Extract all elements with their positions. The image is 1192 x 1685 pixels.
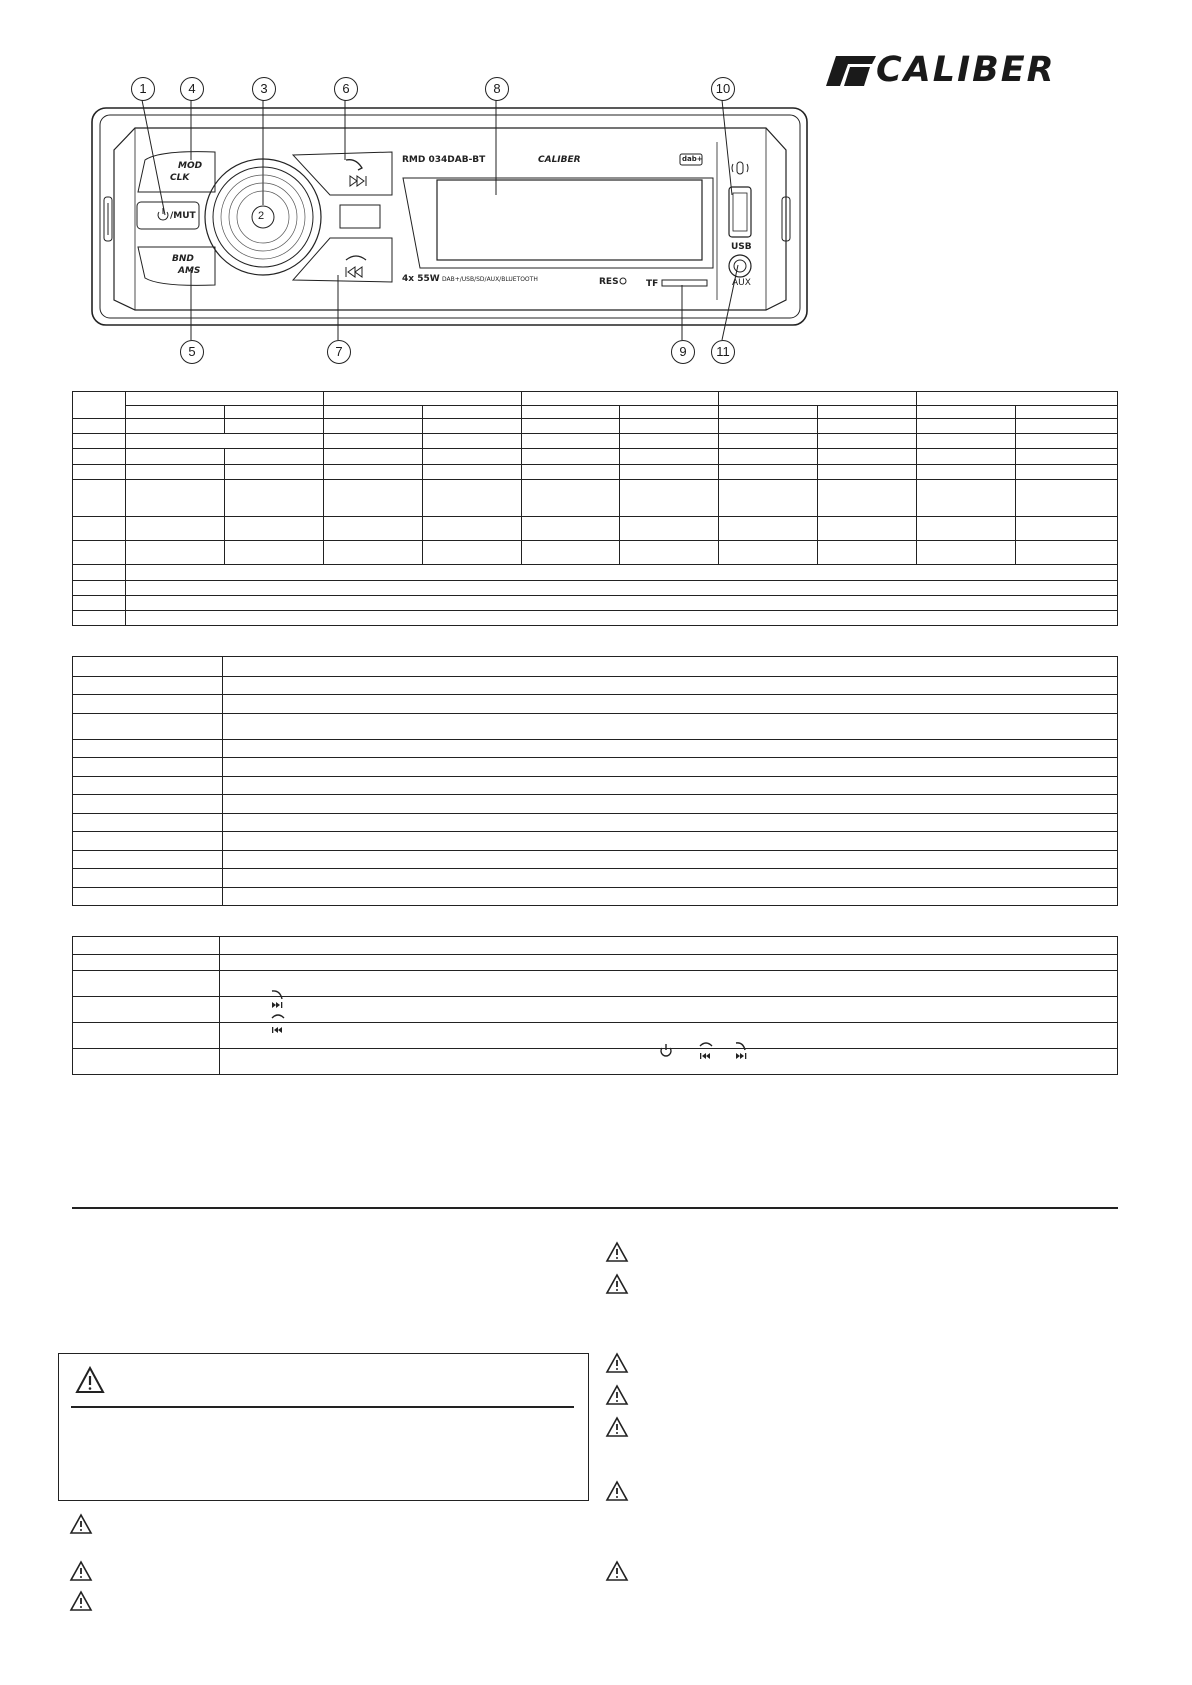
knob-number: 2 bbox=[258, 210, 265, 222]
btn-ams-label: AMS bbox=[178, 266, 201, 276]
warning-icon bbox=[71, 1562, 91, 1580]
tf-label: TF bbox=[646, 279, 659, 289]
warning-icon bbox=[607, 1354, 627, 1372]
call-end-icon bbox=[272, 1015, 284, 1018]
dab-badge: dab+ bbox=[682, 155, 703, 163]
warning-icon bbox=[607, 1243, 627, 1261]
callout-3: 3 bbox=[252, 77, 276, 101]
callout-10: 10 bbox=[711, 77, 735, 101]
sources-label: DAB+/USB/SD/AUX/BLUETOOTH bbox=[442, 276, 538, 283]
btn-clk-label: CLK bbox=[170, 173, 190, 183]
warning-icon bbox=[607, 1482, 627, 1500]
call-end-icon bbox=[700, 1043, 712, 1046]
btn-bnd-label: BND bbox=[172, 254, 194, 264]
warning-icon bbox=[71, 1515, 91, 1533]
callout-7: 7 bbox=[327, 340, 351, 364]
callout-8: 8 bbox=[485, 77, 509, 101]
callout-11: 11 bbox=[711, 340, 735, 364]
call-answer-icon bbox=[272, 991, 282, 999]
warning-icon bbox=[607, 1562, 627, 1580]
callout-5: 5 bbox=[180, 340, 204, 364]
model-label: RMD 034DAB-BT bbox=[402, 155, 486, 165]
callout-4: 4 bbox=[180, 77, 204, 101]
warning-icon bbox=[607, 1418, 627, 1436]
warning-icons bbox=[0, 1200, 1192, 1620]
res-label: RES bbox=[599, 277, 619, 287]
warning-icon bbox=[607, 1386, 627, 1404]
call-answer-icon bbox=[736, 1043, 745, 1050]
warning-icon bbox=[71, 1592, 91, 1610]
btn-mut-label: /MUT bbox=[170, 211, 196, 221]
warning-icon bbox=[607, 1275, 627, 1293]
usb-label: USB bbox=[731, 242, 752, 252]
btn-mod-label: MOD bbox=[178, 161, 203, 171]
callout-9: 9 bbox=[671, 340, 695, 364]
aux-label: AUX bbox=[732, 278, 751, 288]
logo-text: CALIBER bbox=[876, 50, 1056, 90]
callout-6: 6 bbox=[334, 77, 358, 101]
callout-1: 1 bbox=[131, 77, 155, 101]
front-logo: CALIBER bbox=[538, 155, 581, 165]
power-rating: 4x 55W bbox=[402, 274, 440, 284]
